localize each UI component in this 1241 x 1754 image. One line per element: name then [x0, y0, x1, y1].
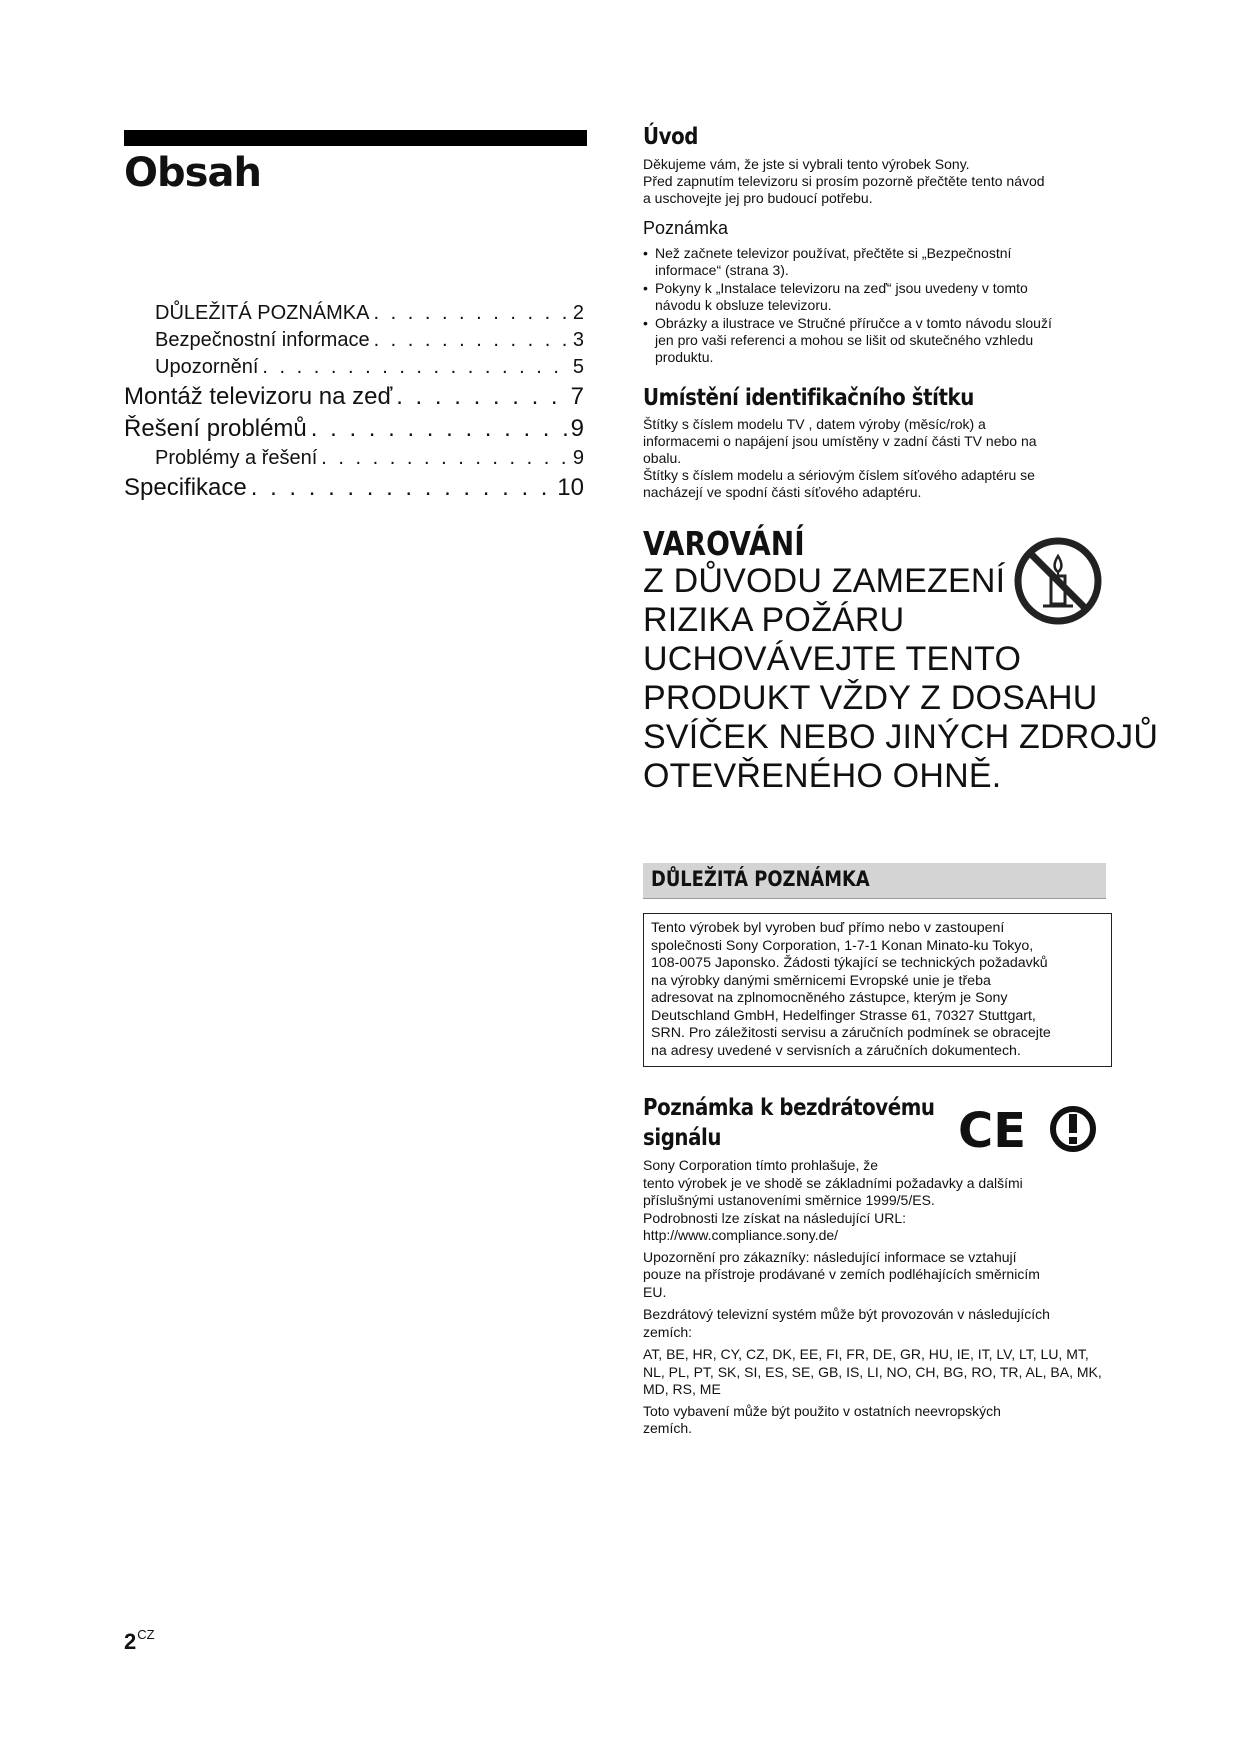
intro-text — [643, 156, 1113, 207]
toc-entry-label: Montáž televizoru na zeď — [124, 383, 393, 410]
ce-mark-text: CE — [958, 1104, 1027, 1154]
note-line: • Než začnete televizor používat, přečtěte si „Bezpečnostní — [655, 245, 1012, 261]
note-list — [643, 245, 1113, 367]
toc-entry-page: 7 — [570, 383, 584, 410]
label-line: Štítky s číslem modelu a sériovým číslem síťového adaptéru se — [643, 467, 1035, 483]
note-line: • Pokyny k „Instalace televizoru na zeď“ jsou uvedeny v tomto — [655, 280, 1028, 296]
note-item — [643, 315, 1113, 366]
label-section-text — [643, 416, 1113, 501]
wireless-line: pouze na přístroje prodávané v zemích podléhajících směrnicím — [643, 1266, 1040, 1282]
wireless-line: Sony Corporation tímto prohlašuje, že — [643, 1157, 879, 1173]
wireless-line: zemích: — [643, 1323, 693, 1340]
page-lang-code: CZ — [137, 1627, 155, 1642]
toc-entry[interactable] — [124, 327, 584, 354]
notice-line: na adresy uvedené v servisních a záručních dokumentech. — [651, 1042, 1021, 1059]
note-heading: Poznámka — [643, 218, 729, 238]
note-line: jen pro vaši referenci a mohou se lišit od skutečného vzhledu — [655, 332, 1034, 348]
toc-leader — [321, 445, 569, 472]
wireless-line: příslušnými ustanoveními směrnice 1999/5/ES. — [643, 1192, 935, 1208]
toc-leader — [262, 354, 568, 381]
page-number-value: 2 — [124, 1629, 137, 1654]
wireless-heading — [643, 1093, 935, 1153]
toc-entry[interactable] — [124, 300, 584, 327]
note-line: návodu k obsluze televizoru. — [655, 297, 832, 313]
toc-entry-page: 5 — [572, 356, 584, 378]
label-line: informacemi o napájení jsou umístěny v zadní části TV nebo na — [643, 433, 1037, 449]
warning-line: SVÍČEK NEBO JINÝCH ZDROJŮ — [643, 718, 1159, 756]
toc-leader — [373, 300, 568, 327]
toc-entry-label: Problémy a řešení — [155, 447, 318, 469]
warning-line: PRODUKT VŽDY Z DOSAHU — [643, 679, 1098, 717]
toc-leader — [251, 472, 554, 504]
toc-title: Obsah — [124, 150, 261, 196]
toc-entry-label: Specifikace — [124, 474, 247, 501]
toc-leader — [374, 327, 569, 354]
toc-entry[interactable] — [124, 472, 584, 504]
notice-line: Tento výrobek byl vyroben buď přímo nebo v zastoupení — [651, 920, 1005, 936]
label-line: obalu. — [643, 450, 682, 466]
notice-line: 108-0075 Japonsko. Žádosti týkající se technických požadavků — [651, 955, 1048, 971]
warning-heading: VAROVÁNÍ — [643, 524, 805, 563]
toc-leader — [396, 381, 566, 413]
wireless-country-line: MD, RS, ME — [643, 1381, 721, 1397]
important-notice-box — [643, 913, 1112, 1067]
warning-line: UCHOVÁVEJTE TENTO — [643, 640, 1022, 678]
no-candle-icon — [1013, 536, 1103, 626]
wireless-line: Podrobnosti lze získat na následující URL: — [643, 1209, 907, 1226]
toc-entry-page: 10 — [557, 474, 584, 501]
toc-entry-label: Řešení problémů — [124, 415, 307, 442]
toc-leader — [311, 413, 567, 445]
notice-line: Deutschland GmbH, Hedelfinger Strasse 61, 70327 Stuttgart, — [651, 1007, 1036, 1024]
table-of-contents — [124, 300, 584, 504]
label-line: nacházejí ve spodní části síťového adaptéru. — [643, 484, 922, 500]
label-line: Štítky s číslem modelu TV , datem výroby (měsíc/rok) a — [643, 416, 986, 432]
warning-line: OTEVŘENÉHO OHNĚ. — [643, 757, 1002, 795]
wireless-line: zemích. — [643, 1420, 693, 1436]
wireless-heading-line: Poznámka k bezdrátovému — [643, 1095, 935, 1121]
important-notice-header — [643, 863, 1106, 899]
alert-class2-icon — [1053, 1109, 1093, 1149]
toc-entry-label: Bezpečnostní informace — [155, 329, 370, 351]
wireless-country-line: AT, BE, HR, CY, CZ, DK, EE, FI, FR, DE, GR, HU, IE, IT, LV, LT, LU, MT, — [643, 1346, 1089, 1362]
notice-line: adresovat na zplnomocněného zástupce, kterým je Sony — [651, 990, 1008, 1006]
note-item — [643, 245, 1113, 279]
important-notice-title: DŮLEŽITÁ POZNÁMKA — [651, 867, 870, 891]
note-line: informace“ (strana 3). — [655, 262, 789, 278]
toc-entry-page: 9 — [570, 415, 584, 442]
toc-entry-page: 2 — [572, 302, 584, 324]
wireless-heading-line: signálu — [643, 1125, 722, 1151]
intro-line: Děkujeme vám, že jste si vybrali tento výrobek Sony. — [643, 156, 970, 172]
toc-entry[interactable] — [124, 413, 584, 445]
toc-entry[interactable] — [124, 381, 584, 413]
wireless-text — [643, 1157, 1113, 1438]
wireless-line: EU. — [643, 1283, 667, 1300]
intro-heading: Úvod — [643, 124, 698, 150]
toc-entry-page: 3 — [572, 329, 584, 351]
toc-entry-page: 9 — [572, 447, 584, 469]
intro-line: a uschovejte jej pro budoucí potřebu. — [643, 190, 873, 206]
wireless-country-line: NL, PL, PT, SK, SI, ES, SE, GB, IS, LI, NO, CH, BG, RO, TR, AL, BA, MK, — [643, 1363, 1102, 1380]
wireless-line: Bezdrátový televizní systém může být provozován v následujících — [643, 1306, 1050, 1322]
toc-entry[interactable] — [124, 445, 584, 472]
page-number — [124, 1627, 155, 1655]
toc-entry-label: DŮLEŽITÁ POZNÁMKA — [155, 302, 370, 324]
wireless-url[interactable]: http://www.compliance.sony.de/ — [643, 1227, 839, 1243]
intro-line: Před zapnutím televizoru si prosím pozorně přečtěte tento návod — [643, 173, 1045, 189]
title-rule — [124, 130, 587, 146]
toc-entry[interactable] — [124, 354, 584, 381]
ce-mark-icon — [958, 1104, 1098, 1154]
notice-line: na výrobky danými směrnicemi Evropské unie je třeba — [651, 972, 991, 989]
notice-line: SRN. Pro záležitosti servisu a záručních podmínek se obracejte — [651, 1025, 1051, 1041]
note-line: produktu. — [655, 349, 714, 365]
wireless-line: Upozornění pro zákazníky: následující informace se vztahují — [643, 1248, 1017, 1265]
warning-line: RIZIKA POŽÁRU — [643, 601, 905, 639]
note-item — [643, 280, 1113, 314]
notice-line: společnosti Sony Corporation, 1-7-1 Konan Minato-ku Tokyo, — [651, 937, 1034, 954]
wireless-line: Toto vybavení může být použito v ostatních neevropských — [643, 1402, 1001, 1419]
warning-line: Z DŮVODU ZAMEZENÍ — [643, 562, 1006, 600]
note-line: • Obrázky a ilustrace ve Stručné příručce a v tomto návodu slouží — [655, 315, 1052, 331]
wireless-line: tento výrobek je ve shodě se základními požadavky a dalšími — [643, 1174, 1023, 1191]
label-section-heading: Umístění identifikačního štítku — [643, 385, 974, 411]
toc-entry-label: Upozornění — [155, 356, 259, 378]
